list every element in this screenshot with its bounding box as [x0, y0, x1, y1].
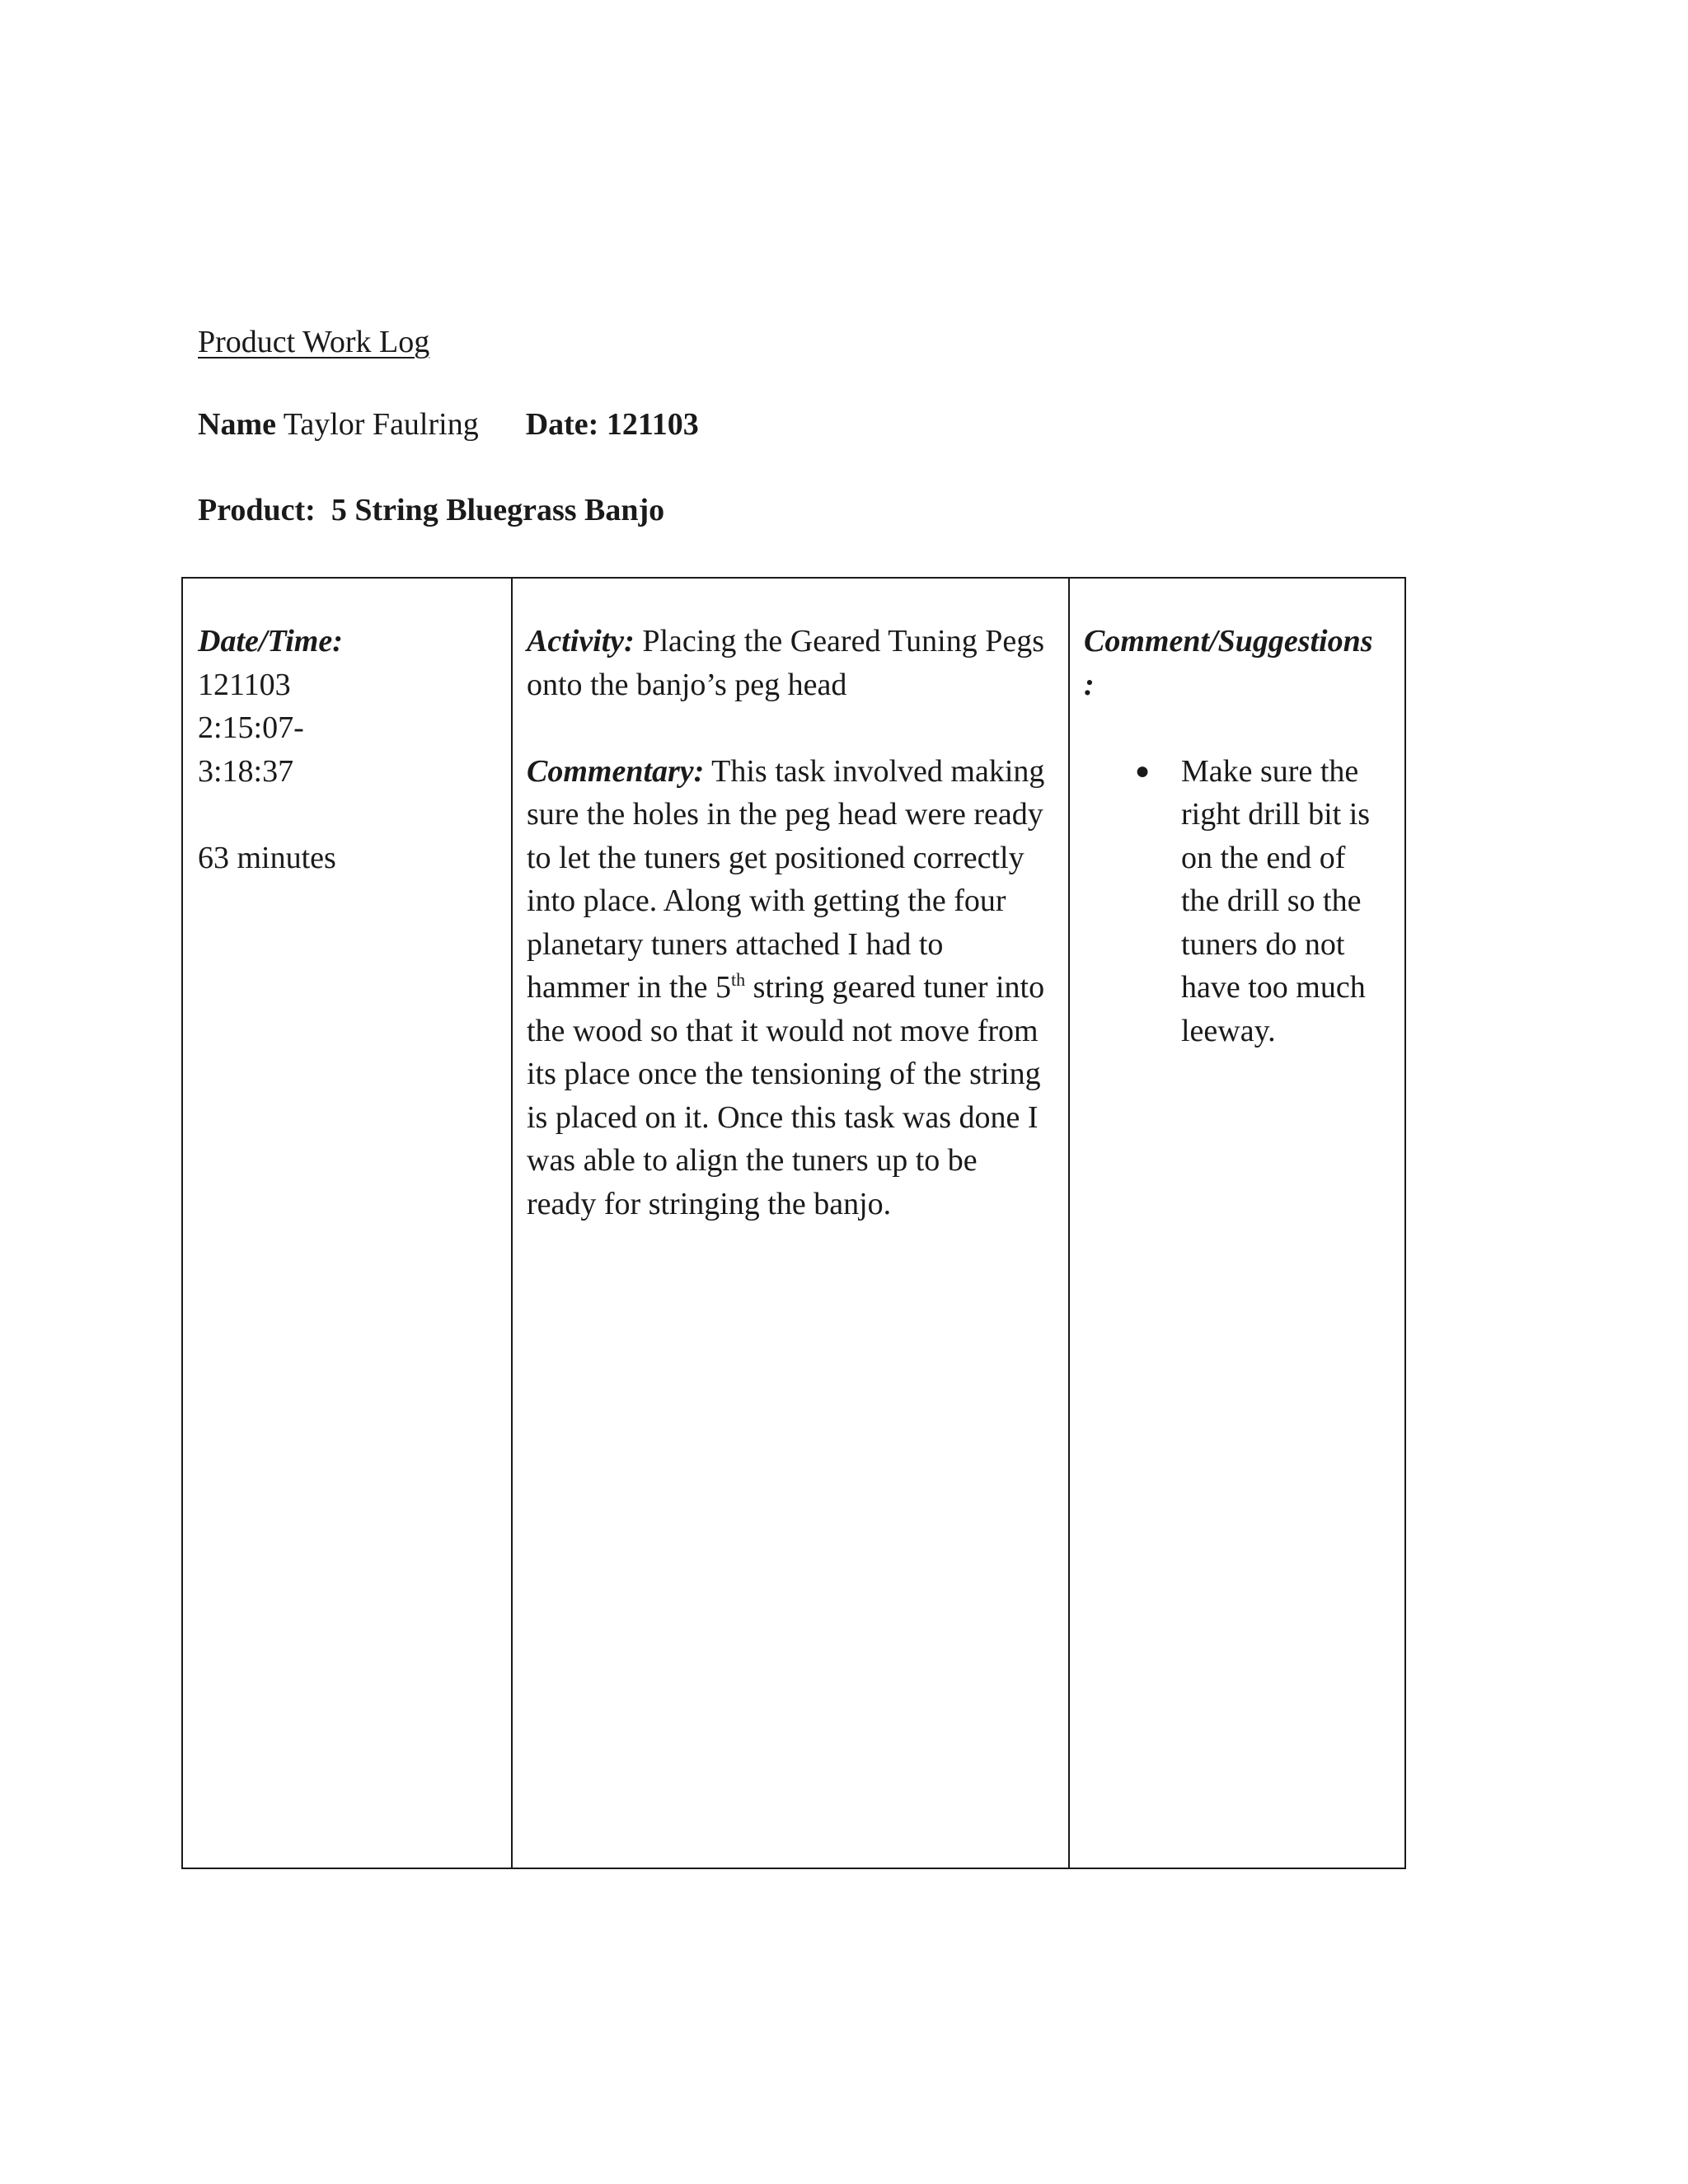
- activity-column: [513, 579, 1070, 1868]
- product-line: [198, 490, 664, 531]
- log-date: 121103: [198, 667, 291, 702]
- comment-label-colon: :: [1084, 667, 1095, 702]
- commentary-text-before: This task involved making sure the holes in the peg head were ready to let the tuners get positioned correctly into place. Along with getting the four planetary tuners attached I had to hammer in the 5: [527, 753, 1045, 1005]
- commentary-text-after: string geared tuner into the wood so that it would not move from its place once the tensioning of the string is placed on it. Once this task was done I was able to align the tuners up to be ready for stringing the banjo.: [527, 970, 1045, 1221]
- comment-list: [1084, 750, 1390, 1053]
- commentary-label: Commentary:: [527, 753, 705, 789]
- work-log-table: [181, 577, 1406, 1869]
- commentary-paragraph: [527, 750, 1052, 1226]
- product-value: 5 String Bluegrass Banjo: [331, 493, 665, 527]
- name-date-line: [198, 404, 699, 445]
- list-item: [1084, 750, 1390, 1053]
- spacer: [198, 793, 511, 837]
- duration: 63 minutes: [198, 840, 336, 875]
- time-end: 3:18:37: [198, 753, 294, 789]
- product-label: Product:: [198, 493, 316, 527]
- document-title: Product Work Log: [198, 325, 430, 359]
- name-value: Taylor Faulring: [283, 407, 479, 442]
- date-time-column: [183, 579, 513, 1868]
- comment-text: Make sure the right drill bit is on the end of the drill so the tuners do not have too much leeway.: [1181, 753, 1371, 1048]
- time-start: 2:15:07-: [198, 710, 304, 745]
- date-label: Date: 121103: [525, 407, 699, 442]
- comment-label: Comment/Suggestions: [1084, 624, 1373, 658]
- activity-label: Activity:: [527, 624, 635, 658]
- comment-column: [1070, 579, 1404, 1868]
- date-time-label: Date/Time:: [198, 624, 343, 658]
- bullet-icon: ●: [1135, 757, 1151, 785]
- ordinal-superscript: th: [730, 969, 746, 990]
- activity-paragraph: [527, 620, 1052, 706]
- spacer: [527, 706, 1052, 750]
- comment-heading: [1084, 620, 1390, 706]
- name-label: Name: [198, 407, 276, 442]
- activity-text: Placing the Geared Tuning Pegs onto the banjo’s peg head: [527, 624, 1044, 702]
